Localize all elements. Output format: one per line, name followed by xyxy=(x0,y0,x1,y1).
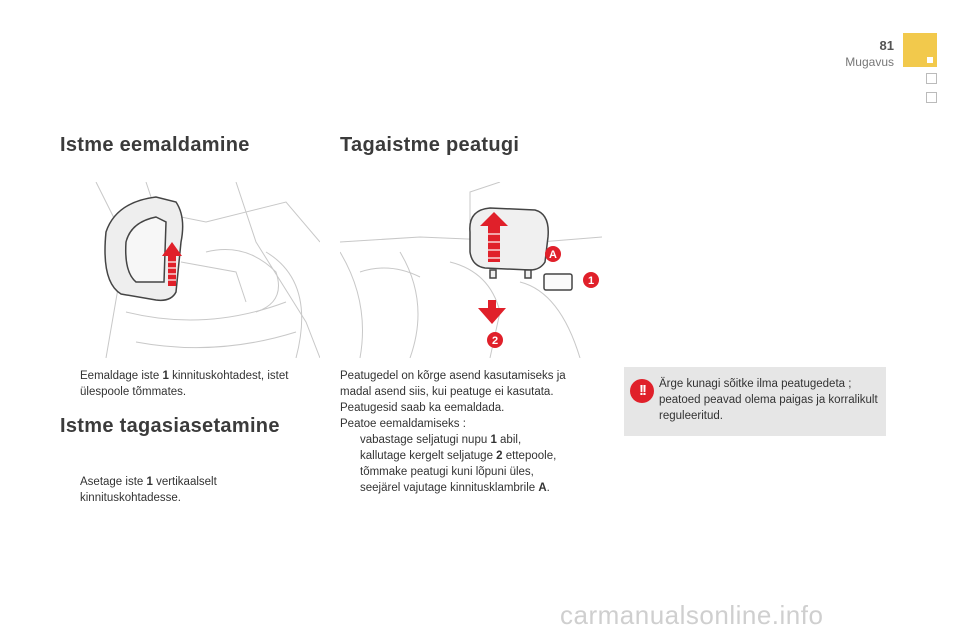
section-title-headrest: Tagaistme peatugi xyxy=(340,134,520,156)
step-text-post: ettepoole, xyxy=(502,450,557,462)
section-name: Mugavus xyxy=(845,55,894,69)
step-ref: 1 xyxy=(490,434,497,446)
rear-headrest-illustration xyxy=(340,182,602,358)
step-ref: 2 xyxy=(496,450,503,462)
remove-text-post: kinnituskohtadest, istet ülespoole tõmmates. xyxy=(80,370,289,398)
seat-ref-number: 1 xyxy=(162,370,169,382)
step-text-pre: seejärel vajutage kinnitusklambrile xyxy=(360,482,539,494)
step-item xyxy=(340,432,590,448)
intro-removable: Peatugesid saab ka eemaldada. xyxy=(340,402,505,414)
chapter-tab-box xyxy=(926,92,937,103)
warning-icon: !! xyxy=(630,379,654,403)
remove-text-pre: Eemaldage iste xyxy=(80,370,163,382)
callout-a: A xyxy=(549,249,557,261)
section-title-remove: Istme eemaldamine xyxy=(60,134,250,156)
step-text-pre: vabastage seljatugi nupu xyxy=(360,434,491,446)
step-item xyxy=(340,464,590,480)
section-title-refit: Istme tagasiasetamine xyxy=(60,415,280,437)
chapter-tab-box xyxy=(926,73,937,84)
warning-text: Ärge kunagi sõitke ilma peatugedeta ; peatoed peavad olema paigas ja korralikult reguleeritud. xyxy=(659,378,878,422)
page-number: 81 xyxy=(879,38,894,53)
step-item xyxy=(340,448,590,464)
step-text-pre: kallutage kergelt seljatuge xyxy=(360,450,497,462)
chapter-tab-active xyxy=(903,33,937,67)
refit-text-pre: Asetage iste xyxy=(80,476,147,488)
step-text-pre: tõmmake peatugi kuni lõpuni üles, xyxy=(360,466,534,478)
callout-1: 1 xyxy=(587,275,595,287)
refit-instruction xyxy=(60,474,320,506)
remove-instruction xyxy=(60,368,320,400)
callout-2: 2 xyxy=(491,335,499,347)
step-ref: A xyxy=(538,482,547,494)
refit-text-post: vertikaalselt kinnituskohtadesse. xyxy=(80,476,217,504)
warning-box xyxy=(624,367,886,436)
step-text-post: abil, xyxy=(496,434,522,446)
intro-positions: Peatugedel on kõrge asend kasutamiseks ja madal asend siis, kui peatuge ei kasutata. xyxy=(340,370,566,398)
step-item xyxy=(340,480,590,496)
intro-removal-heading: Peatoe eemaldamiseks : xyxy=(340,418,466,430)
step-text-post: . xyxy=(546,482,550,494)
headrest-instructions xyxy=(340,368,590,496)
seat-ref-number: 1 xyxy=(146,476,153,488)
watermark: carmanualsonline.info xyxy=(560,600,824,630)
seat-removal-illustration xyxy=(86,182,320,358)
